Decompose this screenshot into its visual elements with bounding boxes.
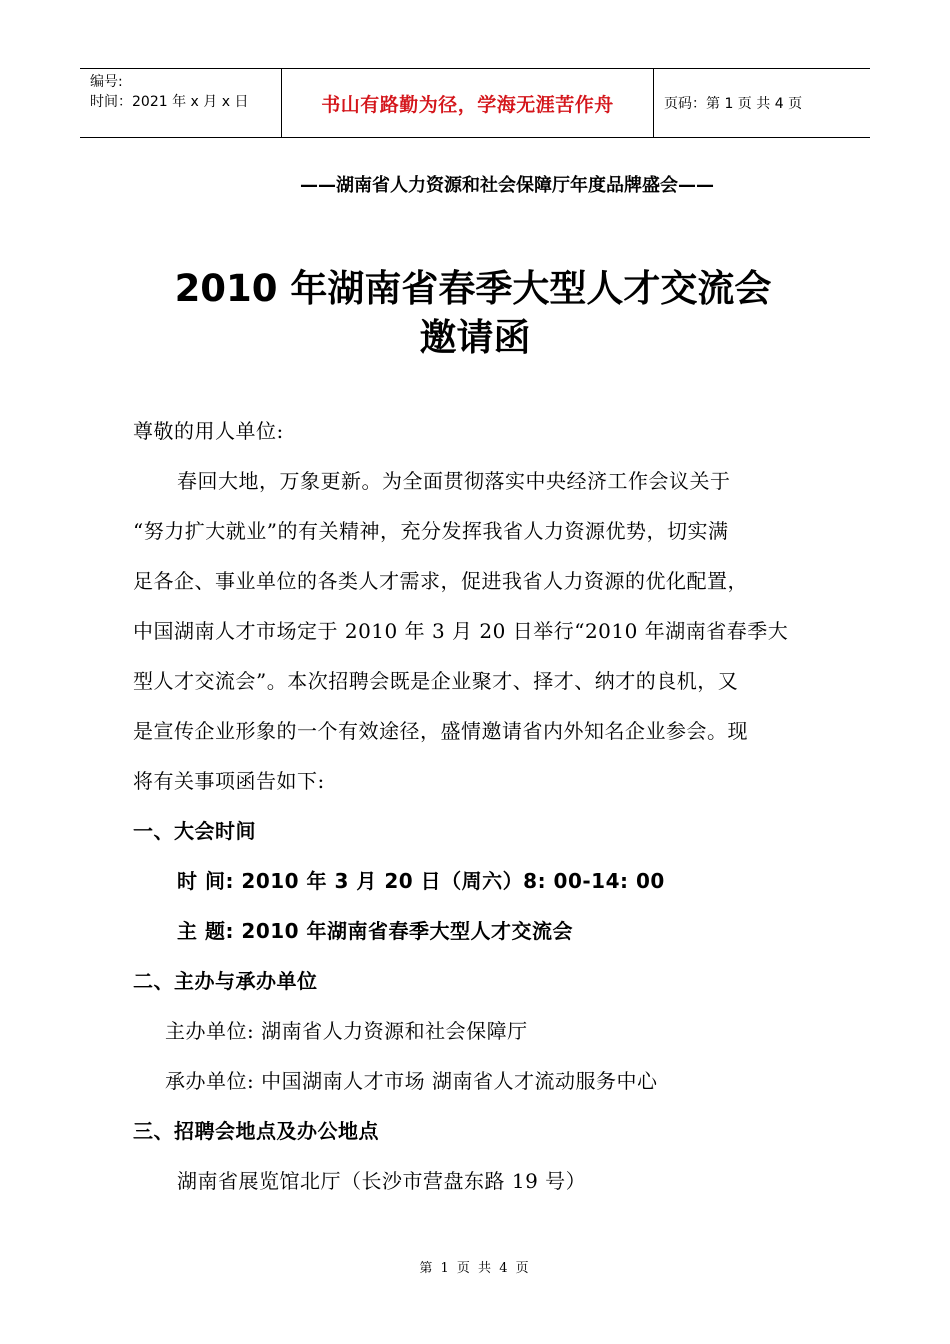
document-title-line-2: 邀请函 bbox=[419, 316, 531, 359]
paragraph-line: 中国湖南人才市场定于 2010 年 3 月 20 日举行“2010 年湖南省春季大 bbox=[133, 619, 789, 643]
header-page-info: 页码：第 1 页 共 4 页 bbox=[664, 96, 803, 112]
paragraph-line: “努力扩大就业”的有关精神，充分发挥我省人力资源优势，切实满 bbox=[133, 519, 729, 543]
header-table bbox=[80, 68, 870, 138]
page-footer: 第 1 页 共 4 页 bbox=[419, 1261, 531, 1276]
section-heading-venue: 三、招聘会地点及办公地点 bbox=[133, 1119, 379, 1143]
paragraph-line: 将有关事项函告如下: bbox=[133, 769, 325, 793]
venue-line: 湖南省展览馆北厅（长沙市营盘东路 19 号） bbox=[177, 1169, 587, 1193]
header-motto: 书山有路勤为径，学海无涯苦作舟 bbox=[321, 93, 614, 116]
salutation: 尊敬的用人单位: bbox=[133, 419, 284, 443]
paragraph-line: 足各企、事业单位的各类人才需求，促进我省人力资源的优化配置， bbox=[133, 569, 748, 593]
paragraph-line: 是宣传企业形象的一个有效途径，盛情邀请省内外知名企业参会。现 bbox=[133, 719, 748, 743]
header-motto-cell bbox=[282, 69, 654, 137]
document-title-line-1: 2010 年湖南省春季大型人才交流会 bbox=[174, 267, 772, 310]
header-page-cell bbox=[654, 69, 870, 137]
organizer-line: 承办单位: 中国湖南人才市场 湖南省人才流动服务中心 bbox=[165, 1069, 658, 1093]
header-meta-cell bbox=[80, 69, 282, 137]
host-line: 主办单位: 湖南省人力资源和社会保障厅 bbox=[165, 1019, 528, 1043]
event-time-line: 时 间: 2010 年 3 月 20 日（周六）8: 00-14: 00 bbox=[177, 869, 665, 893]
section-heading-time: 一、大会时间 bbox=[133, 819, 256, 843]
paragraph-line: 型人才交流会”。本次招聘会既是企业聚才、择才、纳才的良机，又 bbox=[133, 669, 739, 693]
paragraph-line: 春回大地，万象更新。为全面贯彻落实中央经济工作会议关于 bbox=[177, 469, 731, 493]
document-number-label: 编号: bbox=[90, 74, 123, 90]
event-subtitle: ——湖南省人力资源和社会保障厅年度品牌盛会—— bbox=[300, 175, 714, 196]
event-theme-line: 主 题: 2010 年湖南省春季大型人才交流会 bbox=[177, 919, 574, 943]
document-date-label: 时间：2021 年 x 月 x 日 bbox=[90, 94, 249, 110]
section-heading-hosts: 二、主办与承办单位 bbox=[133, 969, 318, 993]
